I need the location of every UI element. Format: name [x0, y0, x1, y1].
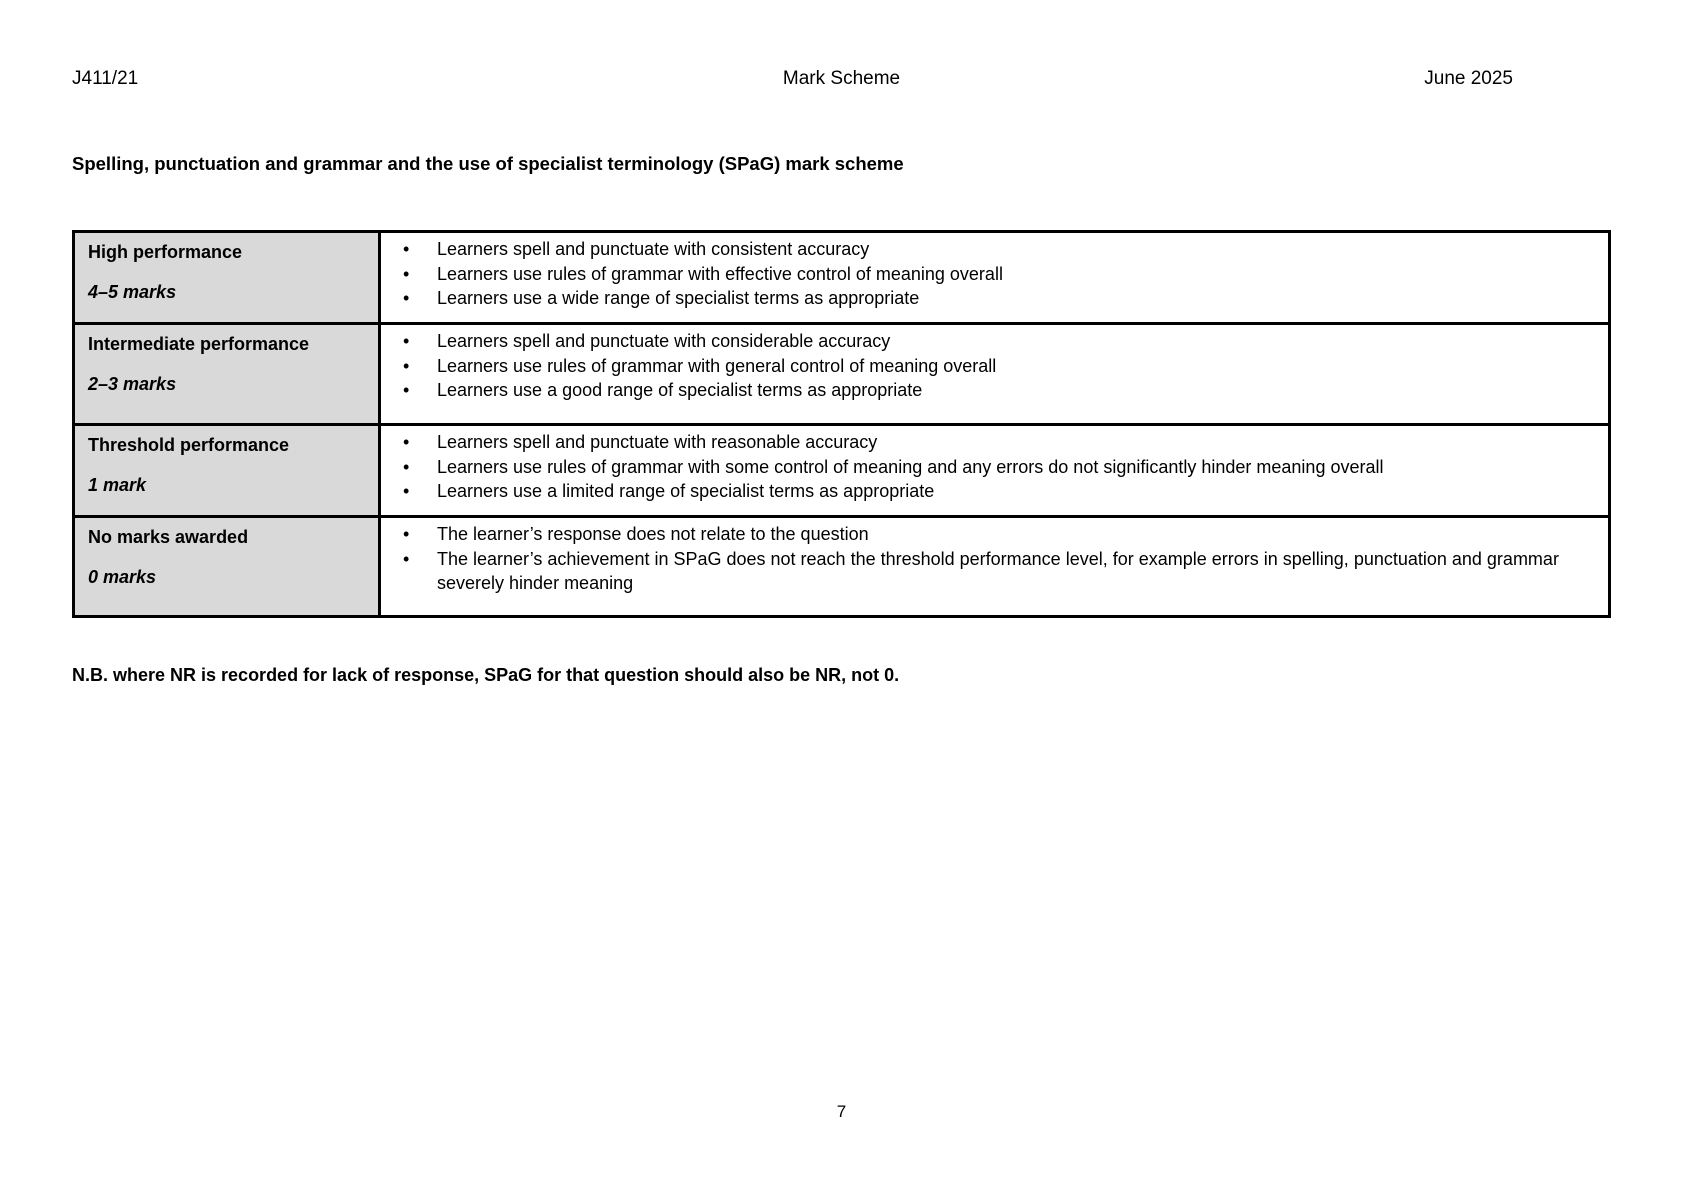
- descriptor-item: [381, 329, 1596, 354]
- descriptor-text: Learners use a limited range of specialist terms as appropriate: [437, 481, 935, 501]
- table-row: [74, 517, 1610, 617]
- descriptor-text: Learners use rules of grammar with some control of meaning and any errors do not significantly hinder meaning overall: [437, 456, 1384, 477]
- descriptor-item: [381, 378, 1596, 403]
- bullet-icon: •: [403, 288, 410, 308]
- page-header: [72, 68, 1611, 90]
- bullet-icon: •: [403, 548, 410, 569]
- level-cell: [74, 324, 380, 425]
- descriptor-list: [381, 522, 1596, 596]
- descriptor-cell: [380, 232, 1610, 324]
- header-paper-code: J411/21: [72, 68, 139, 89]
- table-row: [74, 232, 1610, 324]
- descriptor-list: [381, 237, 1596, 311]
- table-row: [74, 425, 1610, 517]
- descriptor-item: [381, 262, 1596, 287]
- descriptor-text: Learners use rules of grammar with general control of meaning overall: [437, 355, 997, 376]
- descriptor-text: Learners use a good range of specialist terms as appropriate: [437, 380, 923, 400]
- level-name: Intermediate performance: [88, 334, 310, 354]
- descriptor-cell: [380, 324, 1610, 425]
- bullet-icon: •: [403, 456, 410, 477]
- descriptor-item: [381, 522, 1596, 547]
- descriptor-list: [381, 329, 1596, 403]
- level-marks: 4–5 marks: [88, 282, 177, 302]
- header-doc-type: Mark Scheme: [782, 68, 901, 89]
- bullet-icon: •: [403, 524, 410, 544]
- bullet-icon: •: [403, 380, 410, 400]
- level-cell: [74, 517, 380, 617]
- descriptor-item: [381, 479, 1596, 504]
- descriptor-text: Learners spell and punctuate with considerable accuracy: [437, 331, 891, 351]
- level-name: High performance: [88, 242, 243, 262]
- descriptor-text: Learners use a wide range of specialist terms as appropriate: [437, 288, 920, 308]
- bullet-icon: •: [403, 432, 410, 452]
- descriptor-cell: [380, 425, 1610, 517]
- nb-note: N.B. where NR is recorded for lack of response, SPaG for that question should also be NR, not 0.: [72, 665, 900, 685]
- bullet-icon: •: [403, 331, 410, 351]
- descriptor-cell: [380, 517, 1610, 617]
- level-marks: 0 marks: [88, 567, 157, 587]
- bullet-icon: •: [403, 481, 410, 501]
- bullet-icon: •: [403, 355, 410, 376]
- descriptor-text: The learner’s response does not relate to the question: [437, 524, 869, 544]
- level-cell: [74, 425, 380, 517]
- level-marks: 1 mark: [88, 475, 147, 495]
- descriptor-text: Learners use rules of grammar with effective control of meaning overall: [437, 263, 1003, 284]
- descriptor-item: [381, 547, 1596, 596]
- level-cell: [74, 232, 380, 324]
- descriptor-item: [381, 354, 1596, 379]
- page-title: Spelling, punctuation and grammar and the use of specialist terminology (SPaG) mark scheme: [72, 153, 904, 174]
- descriptor-list: [381, 430, 1596, 504]
- page-number: 7: [836, 1102, 847, 1121]
- bullet-icon: •: [403, 263, 410, 284]
- descriptor-item: [381, 286, 1596, 311]
- spag-mark-scheme-table: [72, 230, 1611, 618]
- descriptor-text: Learners spell and punctuate with consistent accuracy: [437, 239, 870, 259]
- level-name: Threshold performance: [88, 435, 290, 455]
- level-name: No marks awarded: [88, 527, 249, 547]
- descriptor-item: [381, 455, 1596, 480]
- table-row: [74, 324, 1610, 425]
- descriptor-text: Learners spell and punctuate with reasonable accuracy: [437, 432, 878, 452]
- header-session: June 2025: [1424, 68, 1513, 89]
- level-marks: 2–3 marks: [88, 374, 177, 394]
- descriptor-item: [381, 430, 1596, 455]
- descriptor-item: [381, 237, 1596, 262]
- descriptor-text: The learner’s achievement in SPaG does not reach the threshold performance level, for example errors in spelling, punctuation and grammar severely hinder meaning: [437, 548, 1559, 593]
- bullet-icon: •: [403, 239, 410, 259]
